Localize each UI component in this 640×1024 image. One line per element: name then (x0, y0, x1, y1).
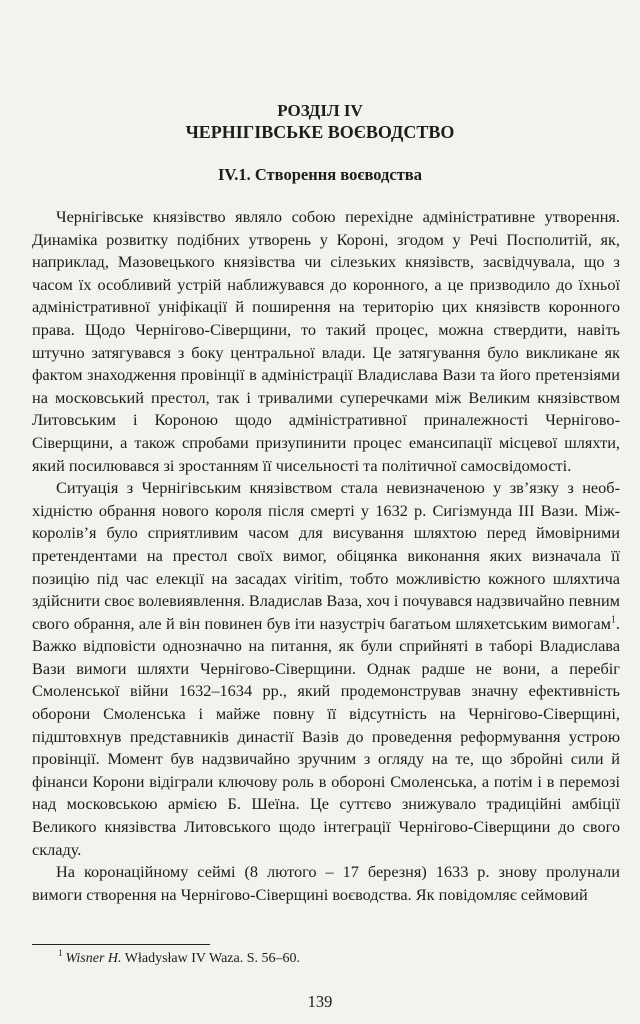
footnote (58, 950, 618, 968)
paragraph-2 (32, 477, 620, 861)
footnote-number: 1 (58, 948, 63, 959)
chapter-label: РОЗДІЛ IV (277, 101, 363, 120)
section-title: IV.1. Створення воєводства (218, 165, 422, 184)
footnote-divider (32, 944, 210, 945)
paragraph-2-part-2: . Важко відповісти однозначно на питання, як були сприйняті в таборі Владислава Вази вимоги шляхти Чернігово-Сіверщини. Однак радше не вони, а перебіг Смоленської війни 1632–1634 рр., який продемонстрував значну ефективність оборони Смоленська і майже повну її відсутність на Чернігово-Сіверщині, підштовхнув представників династії Вазів до проведення реформування устрою провінції. Момент був надзвичайно зручним з огляду на те, що збройні сили й фінанси Корони відіграли ключову роль в обороні Смоленська, а потім і в перемозі над московською армією Б. Шеїна. Це суттєво знижувало традиційні амбіції Великого князівства Литовського щодо інтеграції Чернігово-Сіверщини до свого складу. (32, 613, 620, 859)
footnote-author: Wisner H. (65, 951, 122, 966)
chapter-title: ЧЕРНІГІВСЬКЕ ВОЄВОДСТВО (185, 122, 455, 142)
body-text (32, 206, 620, 906)
footnote-reference: 1 (610, 614, 616, 626)
paragraph-2-part-1: Ситуація з Чернігівським князівством стала невизначеною у зв’язку з необхідністю обрання нового короля після смерті у 1632 р. Сигізмунда III Вази. Міжкоролів’я було сприятливим часом для висування шляхтою перед ймовірними претендентами на престол своїх вимог, обіцянка виконання яких визначала її позицію під час елекції на засадах viritim, тобто можливістю кожного шляхтича здійснити своє волевиявлення. Владислав Ваза, хоч і почувався надзвичайно певним свого обрання, але й він повинен був іти назустріч багатьом шляхетським вимогам (32, 478, 620, 633)
page-number: 139 (307, 992, 333, 1011)
paragraph-3: На коронаційному сеймі (8 лютого – 17 березня) 1633 р. знову пролунали вимоги створення на Чернігово-Сіверщині воєводства. Як повідомляє сеймовий (32, 862, 620, 904)
paragraph-1: Чернігівське князівство являло собою перехідне адміністративне утворення. Динаміка розвитку подібних утворень у Короні, згодом у Речі Посполитій, як, наприклад, Мазовецького князівства чи сілезьких князівств, засвідчувала, що з часом їх особливий устрій наближувався до коронного, а це призводило до їхньої адміністративної уніфікації й поширення на територію цих князівств коронного права. Щодо Чернігово-Сіверщини, то такий процес, можна ствердити, навіть штучно затягувався з боку центральної влади. Це затягування було викликане як фактом знаходження провінції в адміністрації Владислава Вази та його претензіями на московський престол, так і тривалими суперечками між Великим князівством Литовським і Короною щодо адміністративної приналежності Чернігово-Сіверщини, а також спробами призупинити процес емансипації місцевої шляхти, який посилювався зі зростанням її чисельності та політичної самосвідомості. (32, 207, 620, 475)
footnote-text: Władysław IV Waza. S. 56–60. (121, 951, 301, 966)
